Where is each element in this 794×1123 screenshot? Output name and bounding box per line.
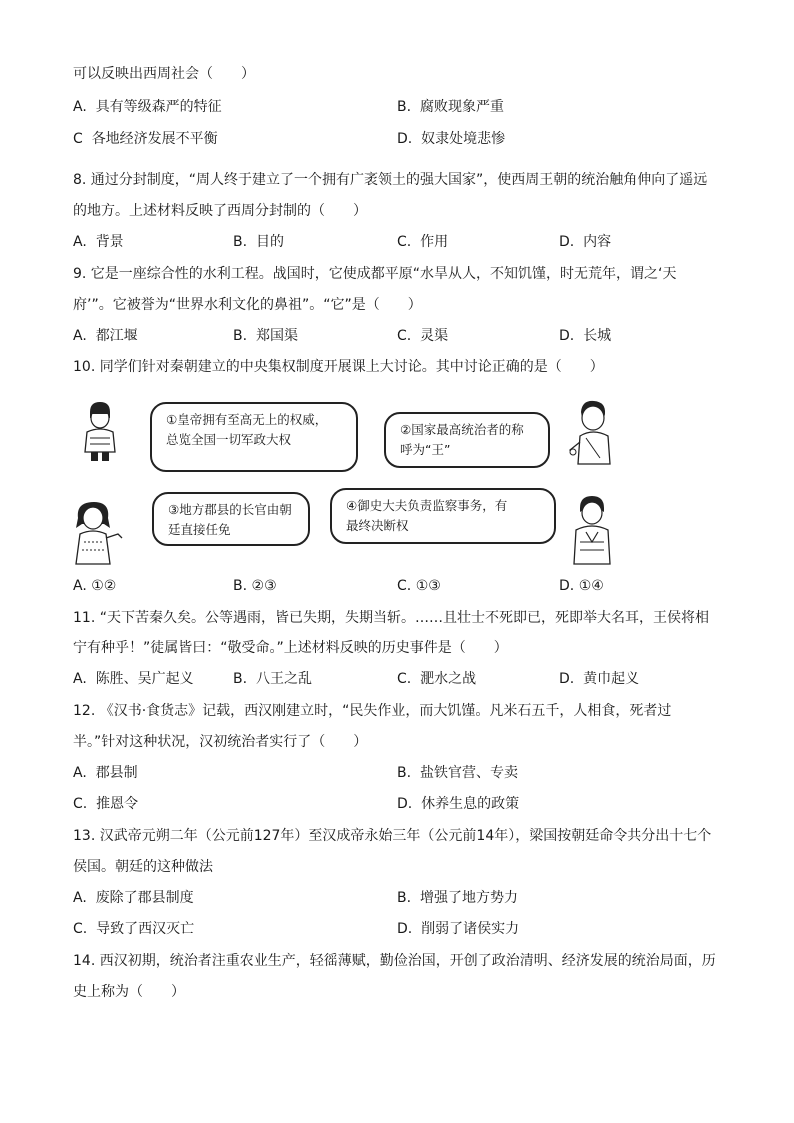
option-text: 八王之乱 [255, 671, 312, 687]
option-text: 推恩令 [96, 796, 139, 812]
option-label: C. [397, 578, 412, 594]
q7-option-b [397, 97, 504, 117]
q10-option-b [233, 576, 277, 596]
q7-option-a [73, 97, 222, 117]
q12-option-c [73, 794, 138, 814]
option-label: C. [73, 921, 88, 937]
q9-option-d [559, 326, 611, 346]
q10-option-d [559, 576, 604, 596]
q13-stem-line2: 侯国。朝廷的这种做法 [73, 859, 213, 875]
speech-bubble-3 [152, 492, 310, 546]
student-boy-2-icon [566, 398, 616, 468]
q13-option-b [397, 888, 518, 908]
option-text: 休养生息的政策 [421, 796, 520, 812]
option-text: 郑国渠 [255, 328, 298, 344]
option-text: 灵渠 [420, 328, 449, 344]
q9-option-c [397, 326, 448, 346]
bubble-4-line1: ④御史大夫负责监察事务，有 [346, 498, 508, 513]
q13-option-c [73, 919, 194, 939]
bubble-3-line2: 廷直接任免 [168, 522, 231, 537]
option-label: B. [233, 234, 248, 250]
q7-stem: 可以反映出西周社会（ ） [73, 66, 255, 82]
option-text: 黄巾起义 [583, 671, 640, 687]
q12-stem-line1: 12. 《汉书·食货志》记载，西汉刚建立时，“民失作业，而大饥馑。凡米石五千，人相食，死者过 [73, 703, 672, 719]
q14-stem-line2: 史上称为（ ） [73, 984, 185, 1000]
option-label: D. [397, 921, 413, 937]
speech-bubble-4 [330, 488, 556, 544]
bubble-4-line2: 最终决断权 [346, 518, 409, 533]
q12-option-b [397, 763, 518, 783]
q7-option-d [397, 129, 505, 149]
option-text: 削弱了诸侯实力 [421, 921, 520, 937]
option-label: A. [73, 765, 87, 781]
option-text: ①④ [578, 578, 604, 594]
option-text: 目的 [255, 234, 284, 250]
q8-option-c [397, 232, 448, 252]
q11-option-a [73, 669, 194, 689]
option-label: D. [397, 796, 413, 812]
q13-option-d [397, 919, 519, 939]
bubble-3-line1: ③地方郡县的长官由朝 [168, 502, 292, 517]
option-label: B. [397, 765, 412, 781]
option-text: 各地经济发展不平衡 [91, 131, 218, 147]
option-label: A. [73, 234, 87, 250]
option-text: ②③ [251, 578, 277, 594]
student-boy-3-icon [570, 494, 614, 566]
q8-option-b [233, 232, 284, 252]
speech-bubble-2 [384, 412, 550, 468]
option-text: 腐败现象严重 [419, 99, 504, 115]
option-label: D. [559, 234, 575, 250]
option-label: B. [397, 99, 412, 115]
option-label: A. [73, 671, 87, 687]
option-label: D. [559, 328, 575, 344]
q11-stem-line1: 11. “天下苦秦久矣。公等遇雨，皆已失期，失期当斩。……且壮士不死即已，死即举大名耳，王侯将相 [73, 610, 709, 626]
option-label: A. [73, 890, 87, 906]
option-text: 背景 [95, 234, 124, 250]
q10-option-c [397, 576, 441, 596]
option-text: 导致了西汉灭亡 [96, 921, 195, 937]
option-label: B. [397, 890, 412, 906]
option-label: C. [73, 796, 88, 812]
q10-option-a [73, 576, 116, 596]
q8-option-a [73, 232, 124, 252]
option-text: 增强了地方势力 [419, 890, 518, 906]
q11-option-c [397, 669, 476, 689]
option-label: B. [233, 328, 248, 344]
option-text: 都江堰 [95, 328, 138, 344]
q13-option-a [73, 888, 194, 908]
bubble-2-line2: 呼为“王” [400, 442, 451, 457]
option-text: 盐铁官营、专卖 [419, 765, 518, 781]
q12-stem-line2: 半。”针对这种状况，汉初统治者实行了（ ） [73, 734, 368, 750]
q9-option-a [73, 326, 138, 346]
q12-option-a [73, 763, 138, 783]
q10-stem: 10. 同学们针对秦朝建立的中央集权制度开展课上大讨论。其中讨论正确的是（ ） [73, 359, 604, 375]
q9-stem-line1: 9. 它是一座综合性的水利工程。战国时，它使成都平原“水旱从人，不知饥馑，时无荒年，谓之‘天 [73, 266, 677, 282]
option-label: B. [233, 578, 248, 594]
option-text: 奴隶处境悲惨 [421, 131, 506, 147]
q14-stem-line1: 14. 西汉初期，统治者注重农业生产，轻徭薄赋，勤俭治国，开创了政治清明、经济发展的统治局面，历 [73, 953, 716, 969]
option-label: A. [73, 99, 87, 115]
bubble-1-line1: ①皇帝拥有至高无上的权威， [166, 412, 328, 427]
q7-option-c [73, 129, 218, 149]
option-label: C [73, 131, 83, 147]
option-text: 长城 [583, 328, 612, 344]
option-text: 具有等级森严的特征 [95, 99, 222, 115]
option-label: D. [559, 578, 575, 594]
q9-option-b [233, 326, 298, 346]
q11-option-b [233, 669, 312, 689]
q12-option-d [397, 794, 519, 814]
option-label: D. [397, 131, 413, 147]
option-label: B. [233, 671, 248, 687]
q8-stem-line2: 的地方。上述材料反映了西周分封制的（ ） [73, 203, 367, 219]
option-label: C. [397, 671, 412, 687]
option-text: 作用 [420, 234, 449, 250]
option-text: 陈胜、吴广起义 [95, 671, 194, 687]
student-girl-icon [66, 498, 126, 566]
q13-stem-line1: 13. 汉武帝元朔二年（公元前127年）至汉成帝永始三年（公元前14年），梁国按朝廷命令共分出十七个 [73, 828, 712, 844]
option-text: 废除了郡县制度 [95, 890, 194, 906]
option-label: C. [397, 234, 412, 250]
q8-option-d [559, 232, 611, 252]
option-text: ①② [91, 578, 117, 594]
option-text: 郡县制 [95, 765, 138, 781]
bubble-1-line2: 总览全国一切军政大权 [166, 432, 292, 447]
option-label: A. [73, 578, 87, 594]
option-text: 内容 [583, 234, 612, 250]
option-text: 淝水之战 [420, 671, 477, 687]
option-text: ①③ [415, 578, 441, 594]
option-label: C. [397, 328, 412, 344]
q8-stem-line1: 8. 通过分封制度，“周人终于建立了一个拥有广袤领土的强大国家”，使西周王朝的统治触角伸向了遥远 [73, 172, 708, 188]
student-boy-1-icon [82, 400, 118, 462]
q9-stem-line2: 府’”。它被誉为“世界水利文化的鼻祖”。“它”是（ ） [73, 297, 422, 313]
option-label: D. [559, 671, 575, 687]
q11-stem-line2: 宁有种乎！”徒属皆曰：“敬受命。”上述材料反映的历史事件是（ ） [73, 640, 508, 656]
speech-bubble-1 [150, 402, 358, 472]
option-label: A. [73, 328, 87, 344]
q11-option-d [559, 669, 639, 689]
bubble-2-line1: ②国家最高统治者的称 [400, 422, 524, 437]
